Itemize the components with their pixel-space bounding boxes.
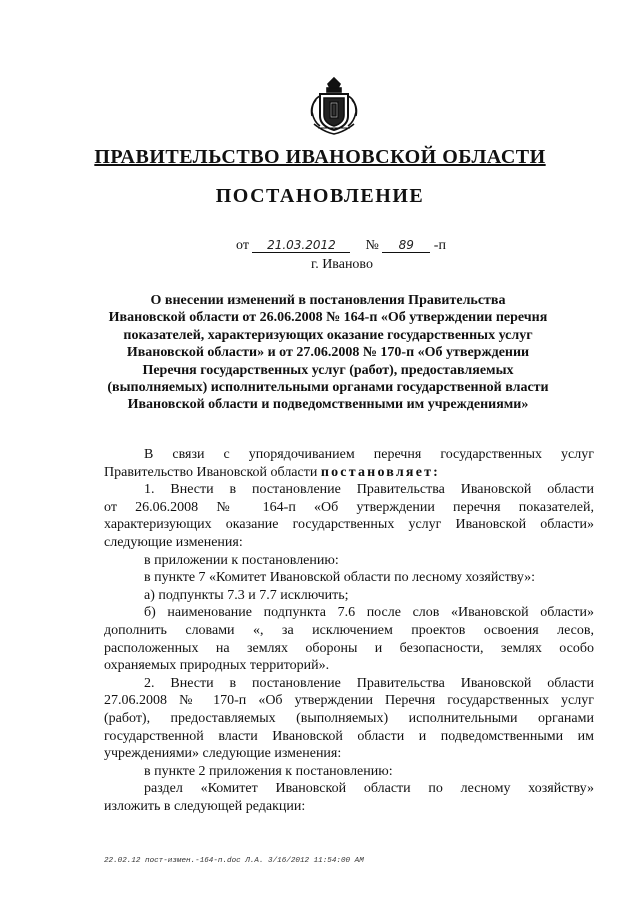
subclause-b-line: б) наименование подпункта 7.6 после слов «Ивановской области» [144, 605, 594, 621]
clause-2-line: учреждениями» следующие изменения: [104, 746, 342, 762]
number-label: № [365, 238, 379, 253]
subclause-b-line: охраняемых природных территорий». [104, 658, 330, 674]
subject-line: Ивановской области» и от 27.06.2008 № 170-п «Об утверждении [126, 345, 530, 361]
number-suffix: -п [433, 238, 446, 253]
subclause-b-line: расположенных на землях обороны и безопасности, землях особо [104, 640, 594, 656]
subject-line: показателей, характеризующих оказание государственных услуг [123, 327, 533, 343]
subject-line: (выполняемых) исполнительными органами государственной власти [107, 380, 549, 396]
clause-2-line: в пункте 2 приложения к постановлению: [144, 763, 393, 779]
file-footer: 22.02.12 пост-измен.-164-п.doc Л.А. 3/16/2012 11:54:00 AM [104, 857, 364, 865]
subject-line: Перечня государственных услуг (работ), предоставляемых [142, 362, 514, 378]
organization-title: ПРАВИТЕЛЬСТВО ИВАНОВСКОЙ ОБЛАСТИ [94, 146, 546, 168]
clause-2-line: изложить в следующей редакции: [104, 798, 306, 814]
document-dateline [236, 238, 446, 254]
clause-2-line: (работ), предоставляемых (выполняемых) исполнительными органами [104, 710, 594, 726]
clause-2-line: раздел «Комитет Ивановской области по лесному хозяйству» [144, 781, 594, 797]
document-date: 21.03.2012 [252, 238, 350, 253]
document-city: г. Иваново [311, 257, 373, 272]
document-body [104, 446, 594, 815]
clause-1-line: следующие изменения: [104, 534, 243, 550]
clause-1-line: в пункте 7 «Комитет Ивановской области по лесному хозяйству»: [144, 570, 536, 586]
clause-1-line: 1. Внести в постановление Правительства Ивановской области [144, 482, 594, 498]
clause-1-line: в приложении к постановлению: [144, 552, 339, 568]
subclause-b-line: дополнить словами «, за исключением проектов освоения лесов, [104, 622, 594, 638]
coat-of-arms-emblem [306, 74, 362, 138]
subclause-a: а) подпункты 7.3 и 7.7 исключить; [144, 587, 349, 603]
document-subject [98, 292, 558, 414]
subject-line: Ивановской области от 26.06.2008 № 164-п «Об утверждении перечня [108, 310, 548, 326]
document-number: 89 [382, 238, 430, 253]
document-type-title: ПОСТАНОВЛЕНИЕ [215, 185, 425, 207]
resolution-verb: постановляет: [320, 464, 441, 480]
date-from-label: от [236, 238, 249, 253]
clause-1-line: от 26.06.2008 № 164-п «Об утверждении перечня показателей, [104, 499, 594, 515]
clause-1-line: характеризующих оказание государственных услуг Ивановской области» [104, 517, 594, 533]
subject-line: Ивановской области и подведомственными им учреждениями» [127, 397, 529, 413]
body-text: Правительство Ивановской области [104, 464, 318, 480]
body-line: В связи с упорядочиванием перечня государственных услуг [144, 447, 594, 462]
clause-2-line: 2. Внести в постановление Правительства Ивановской области [144, 675, 594, 691]
clause-2-line: государственной власти Ивановской области и подведомственными им [104, 728, 594, 744]
clause-2-line: 27.06.2008 № 170-п «Об утверждении Перечня государственных услуг [104, 693, 594, 709]
subject-line: О внесении изменений в постановления Правительства [150, 293, 506, 308]
body-line [104, 464, 594, 482]
